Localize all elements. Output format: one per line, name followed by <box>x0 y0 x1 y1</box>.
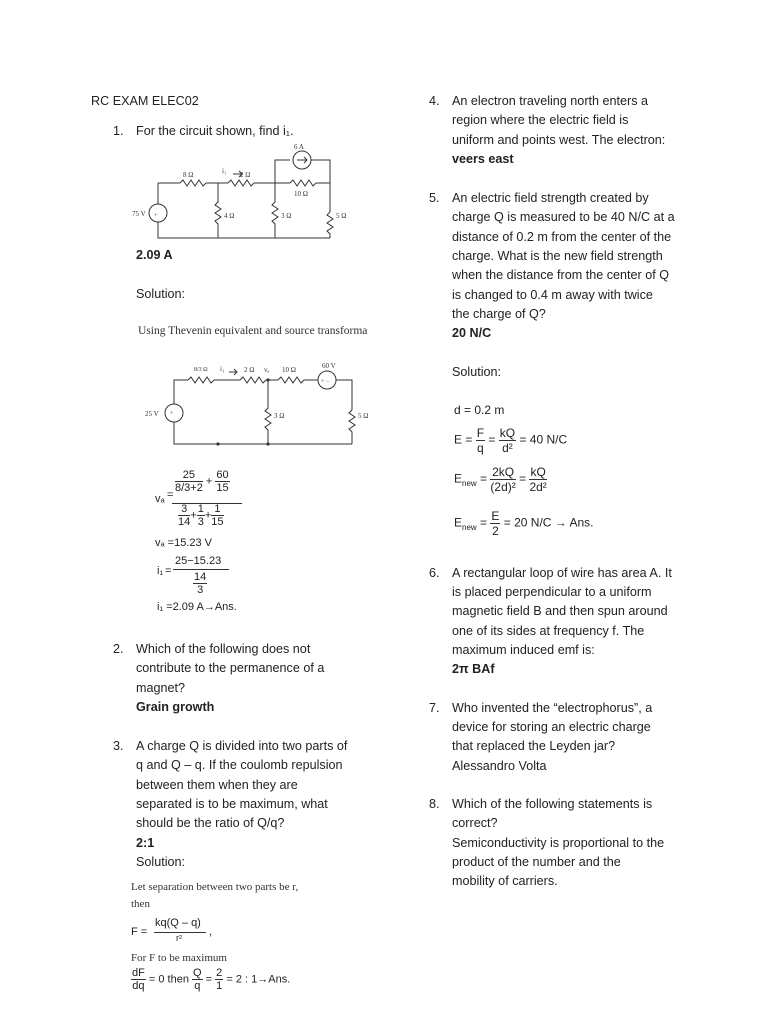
question-text: region where the electric field is <box>452 113 629 127</box>
question-text: when the distance from the center of Q <box>452 268 670 282</box>
question-text: is placed perpendicular to a uniform <box>452 585 652 599</box>
solution-label: Solution: <box>452 365 502 379</box>
question-text: separated is to be maximum, what <box>136 797 328 811</box>
circuit1-r1-label: 8 Ω <box>183 171 194 179</box>
question-text: should be the ratio of Q/q? <box>136 816 285 830</box>
question-text: that replaced the Leyden jar? <box>452 739 616 753</box>
circuit1-r5-label: 5 Ω <box>336 212 347 220</box>
svg-text:+ −: + − <box>321 379 330 385</box>
circuit2-r10-label: 10 Ω <box>282 366 296 374</box>
circuit1-r2-label: 2 Ω <box>240 171 251 179</box>
circuit2-source-label: 25 V <box>145 410 159 418</box>
equals-sign: = <box>167 489 174 501</box>
solution-text: Let separation between two parts be r, <box>131 881 299 893</box>
question-number: 1. <box>113 124 124 138</box>
field-equation: E = $\frac{F}{q}$ = $\frac{kQ}{\text{d²}}$ = 40 N/C <box>454 426 568 455</box>
question-number: 4. <box>429 94 440 108</box>
force-denominator: r² <box>176 933 182 943</box>
i1-numerator: 25−15.23 <box>175 555 222 567</box>
question-text: magnetic field B and then spun around <box>452 604 668 618</box>
circuit1-source-label: 75 V <box>132 210 146 218</box>
question-text: A rectangular loop of wire has area A. It <box>452 566 672 580</box>
question-text: Who invented the “electrophorus”, a <box>452 701 653 715</box>
answer: 2:1 <box>136 836 155 850</box>
answer: mobility of carriers. <box>452 874 558 888</box>
circuit1-i1-label: i₁ <box>222 167 227 175</box>
question-text: contribute to the permanence of a <box>136 661 325 675</box>
circuit1-r4-label: 4 Ω <box>224 212 235 220</box>
question-text: charge Q is measured to be 40 N/C at a <box>452 210 675 224</box>
question-text: An electric field strength created by <box>452 191 649 205</box>
va-numerator: $\frac{25}{8/3+2}$ + $\frac{60}{15}$ <box>175 469 229 494</box>
question-text: An electron traveling north enters a <box>452 94 649 108</box>
question-text: between them when they are <box>136 778 298 792</box>
derivative: $\frac{dF}{dq}$ = 0 then $\frac{Q}{q}$ = $\frac{2}{1}$ = 2 : 1→Ans. <box>132 967 291 992</box>
solution-method: Using Thevenin equivalent and source transforma <box>138 325 368 337</box>
circuit2-r5-label: 5 Ω <box>358 412 369 420</box>
question-number: 6. <box>429 566 440 580</box>
answer: Semiconductivity is proportional to the <box>452 836 665 850</box>
solution-text: For F to be maximum <box>131 952 227 964</box>
solution-label: Solution: <box>136 287 186 301</box>
question-text: magnet? <box>136 681 186 695</box>
va-result: vₐ =15.23 V <box>155 537 212 549</box>
question-text: one of its sides at frequency f. The <box>452 624 645 638</box>
circuit2-i1-label: i₁ <box>220 365 225 373</box>
circuit1-r10-label: 10 Ω <box>294 190 308 198</box>
question-text: correct? <box>452 816 498 830</box>
question-text: charge. What is the new field strength <box>452 249 663 263</box>
va-denominator: $\frac{3}{14}$ + $\frac{1}{3}$ + $\frac{1}{15}$ <box>178 503 224 528</box>
question-text: A charge Q is divided into two parts of <box>136 739 348 753</box>
question-text: Which of the following does not <box>136 642 311 656</box>
circuit1-r3-label: 3 Ω <box>281 212 292 220</box>
solution-text: then <box>131 898 150 910</box>
circuit2-va-label: vₐ <box>264 366 270 374</box>
question-text: Which of the following statements is <box>452 797 653 811</box>
solution-label: Solution: <box>136 855 186 869</box>
question-text: device for storing an electric charge <box>452 720 651 734</box>
question-number: 7. <box>429 701 440 715</box>
question-number: 2. <box>113 642 124 656</box>
circuit2-r1-label: 8/3 Ω <box>194 367 208 373</box>
question-text: distance of 0.2 m from the center of the <box>452 230 672 244</box>
i1-denominator: $\frac{14}{3}$ <box>194 571 207 596</box>
circuit2-vsrc-label: 60 V <box>322 362 336 370</box>
question-text: is changed to 0.4 m away with twice <box>452 288 653 302</box>
question-text: maximum induced emf is: <box>452 643 595 657</box>
question-text: For the circuit shown, find i₁. <box>136 124 294 138</box>
page-title: RC EXAM ELEC02 <box>91 94 199 108</box>
new-field-result: $E_{new}$ = $\frac{E}{2}$ = 20 N/C → Ans. <box>454 509 594 538</box>
force-numerator: kq(Q – q) <box>155 917 201 929</box>
new-field-equation: $E_{new}$ = $\frac{2kQ}{\text{(2d)²}}$ = $\frac{kQ}{\text{2d²}}$ <box>454 465 547 494</box>
force-label: F = <box>131 926 148 938</box>
question-number: 8. <box>429 797 440 811</box>
va-label: vₐ <box>155 493 165 505</box>
answer: product of the number and the <box>452 855 621 869</box>
question-number: 5. <box>429 191 440 205</box>
circuit1-current-source-label: 6 A <box>294 143 304 151</box>
circuit-diagram-1 <box>130 140 360 245</box>
i1-result: i₁ =2.09 A→Ans. <box>157 601 237 613</box>
question-text: q and Q – q. If the coulomb repulsion <box>136 758 343 772</box>
i1-label: i₁ <box>157 565 164 577</box>
question-text: the charge of Q? <box>452 307 546 321</box>
answer: Alessandro Volta <box>452 759 547 773</box>
svg-text:+: + <box>170 411 174 417</box>
force-comma: , <box>209 926 213 938</box>
answer: veers east <box>452 152 514 166</box>
circuit-diagram-2 <box>140 358 380 453</box>
distance-value: d = 0.2 m <box>454 403 505 417</box>
fraction-bar <box>173 569 229 570</box>
answer: 2.09 A <box>136 248 173 262</box>
equals-sign: = <box>165 565 172 577</box>
question-text: uniform and points west. The electron: <box>452 133 666 147</box>
svg-text:+: + <box>154 213 158 219</box>
circuit2-r2-label: 2 Ω <box>244 366 255 374</box>
answer: Grain growth <box>136 700 215 714</box>
circuit2-r3-label: 3 Ω <box>274 412 285 420</box>
answer: 2π BAf <box>452 662 495 676</box>
question-number: 3. <box>113 739 124 753</box>
answer: 20 N/C <box>452 326 492 340</box>
